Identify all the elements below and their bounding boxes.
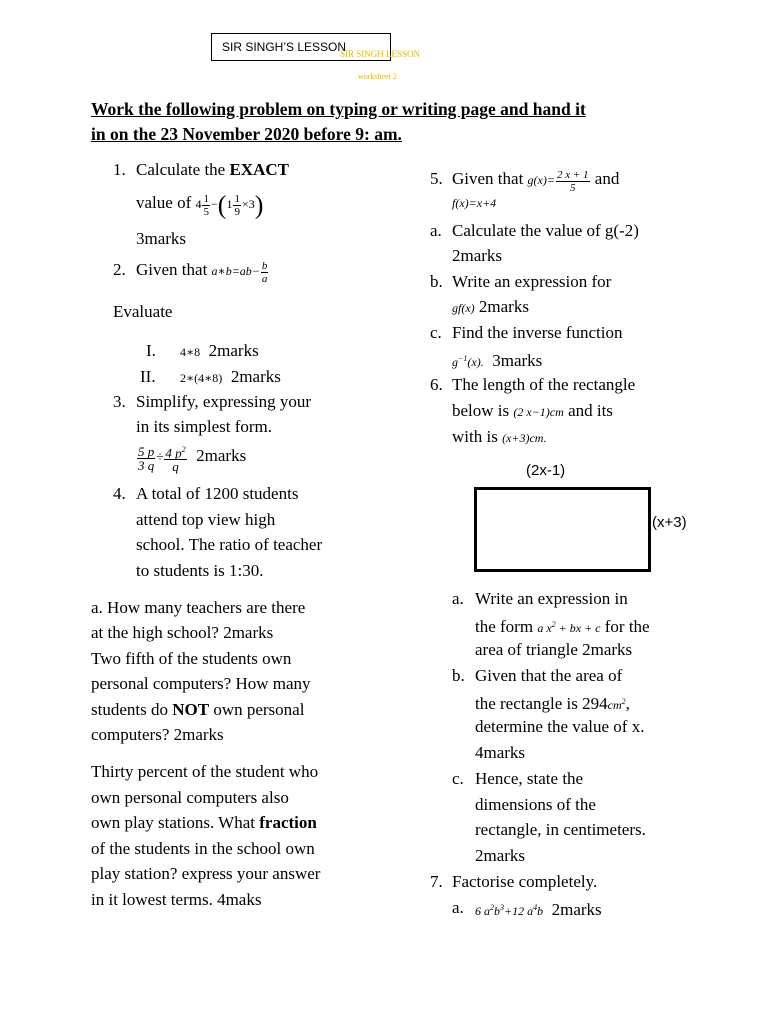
q5a-marks: 2marks [452, 246, 503, 265]
q5b-expr: gf(x) [452, 301, 475, 315]
q3-line-1: Simplify, expressing your [136, 392, 312, 411]
q4-line-4: to students is 1:30. [136, 561, 264, 580]
para-b-l3a: own play stations. What [91, 813, 260, 832]
q2-ii-line [180, 364, 281, 392]
para-a-line-3: Two fifth of the students own [91, 649, 292, 668]
instruction-line-1: Work the following problem on typing or writing page and hand it [91, 99, 586, 119]
q6b-unit: $cm^2$ [607, 697, 626, 712]
q7a-line [475, 895, 602, 925]
q3-marks: 2marks [196, 446, 247, 466]
para-b-line-3 [91, 810, 317, 836]
q1-line-1 [136, 157, 289, 183]
q5b-number: b. [430, 272, 443, 291]
q2-ii-number: II. [140, 367, 156, 386]
q6a-line-1: Write an expression in [475, 589, 628, 608]
q5-and: and [590, 169, 620, 188]
q6b-l2a: the rectangle is 294 [475, 694, 608, 713]
q6-line-3 [452, 424, 546, 452]
worksheet-label: worksheet 2 [358, 72, 397, 81]
q6b-line-4: 4marks [475, 743, 526, 762]
para-b-line-1: Thirty percent of the student who [91, 762, 319, 781]
q6c-line-2: dimensions of the [475, 795, 596, 814]
para-a-line-4: personal computers? How many [91, 674, 311, 693]
q6-l2b: and its [563, 401, 613, 420]
header-small-title: SIR SINGH LESSON [340, 49, 421, 59]
para-a-line-1: a. How many teachers are there [91, 598, 306, 617]
q5-text: Given that [452, 169, 528, 188]
q3-expression: $\frac{5 p}{3 q}$ ÷ $\frac{4 p^2}{q}$ [138, 443, 186, 475]
q5-number: 5. [430, 169, 443, 188]
q1-bold: EXACT [229, 160, 289, 179]
para-b-fraction: fraction [259, 813, 317, 832]
q3-number: 3. [113, 392, 126, 411]
para-b-line-5: play station? express your answer [91, 864, 321, 883]
q4-number: 4. [113, 484, 126, 503]
q7a-number: a. [452, 898, 464, 917]
instruction-line-2: in on the 23 November 2020 before 9: am. [91, 124, 402, 144]
q2-ii-expr: 2∗(4∗8) [180, 371, 223, 385]
q6b-number: b. [452, 666, 465, 685]
q6c-line-4: 2marks [475, 846, 526, 865]
q1-expression: 4 $\frac{1}{5}$ −(1 $\frac{1}{9}$ ×3) [195, 190, 264, 220]
q6c-number: c. [452, 769, 464, 788]
q2-line [136, 257, 269, 285]
q1-number: 1. [113, 160, 126, 179]
q5c-text: Find the inverse function [452, 323, 623, 342]
q2-evaluate: Evaluate [113, 302, 173, 321]
q4-line-2: attend top view high [136, 510, 276, 529]
q2-i-number: I. [146, 341, 156, 360]
q7a-marks: 2marks [551, 900, 602, 919]
q3-line-2: in its simplest form. [136, 417, 272, 436]
q6a-form: a $x^2$ + bx + c [537, 620, 601, 635]
q5a-text: Calculate the value of g(-2) [452, 221, 639, 240]
q5b-line-2 [452, 294, 529, 322]
q4-line-1: A total of 1200 students [136, 484, 299, 503]
q6b-line-1: Given that the area of [475, 666, 623, 685]
q6-length-expr: (2 x−1)cm [513, 405, 564, 419]
q6a-line-3: area of triangle 2marks [475, 640, 633, 659]
q6-line-1: The length of the rectangle [452, 375, 636, 394]
para-b-line-4: of the students in the school own [91, 839, 315, 858]
para-a-line-6: computers? 2marks [91, 725, 224, 744]
q4-line-3: school. The ratio of teacher [136, 535, 323, 554]
q6-number: 6. [430, 375, 443, 394]
q5b-marks: 2marks [474, 297, 529, 316]
q2-formula: a∗b=ab− $\frac{b}{a}$ [211, 259, 268, 285]
q2-i-line [180, 338, 259, 366]
q3-line-3 [136, 443, 246, 473]
q2-number: 2. [113, 260, 126, 279]
header-box-title: SIR SINGH’S LESSON [222, 40, 347, 54]
q6c-line-3: rectangle, in centimeters. [475, 820, 646, 839]
q6-line-2 [452, 398, 613, 426]
q5c-expr: $g^{-1}(x)$. [452, 354, 484, 369]
q6-width-expr: (x+3)cm. [502, 431, 547, 445]
q5c-number: c. [430, 323, 442, 342]
rect-label-top: (2x-1) [526, 462, 566, 479]
q6-l3a: with is [452, 427, 503, 446]
q6a-l2a: the form [475, 617, 538, 636]
para-a-not: NOT [172, 700, 210, 719]
q6b-line-3: determine the value of x. [475, 717, 645, 736]
q2-i-marks: 2marks [208, 341, 259, 360]
q5b-text: Write an expression for [452, 272, 612, 291]
q6c-line-1: Hence, state the [475, 769, 584, 788]
para-b-line-6: in it lowest terms. 4maks [91, 890, 262, 909]
q1-value-of: value of [136, 193, 196, 212]
q5-line-1 [452, 166, 619, 194]
q1-marks: 3marks [136, 229, 187, 248]
q6a-l2b: for the [600, 617, 650, 636]
q7-text: Factorise completely. [452, 872, 598, 891]
q6a-number: a. [452, 589, 464, 608]
q5-f-def: f(x)=x+4 [452, 196, 497, 210]
rectangle [474, 487, 651, 572]
q1-line-2 [136, 190, 263, 218]
para-a-line-5 [91, 697, 304, 723]
para-a-l5a: students do [91, 700, 173, 719]
q2-i-expr: 4∗8 [180, 345, 201, 359]
q2-ii-marks: 2marks [230, 367, 281, 386]
para-b-line-2: own personal computers also [91, 788, 289, 807]
q5c-marks: 3marks [492, 351, 543, 370]
q2-text: Given that [136, 260, 212, 279]
rect-label-right: (x+3) [652, 514, 687, 531]
q7a-expr: 6 $a^2b^3+12$ $a^4b$ [475, 903, 544, 918]
q1-text: Calculate the [136, 160, 230, 179]
q6-l2a: below is [452, 401, 514, 420]
q5a-number: a. [430, 221, 442, 240]
q6b-l2b: , [625, 694, 630, 713]
q7-number: 7. [430, 872, 443, 891]
para-a-line-2: at the high school? 2marks [91, 623, 274, 642]
q5-g-def: g(x)= $\frac{2 x + 1}{5}$ [527, 168, 589, 194]
para-a-l5c: own personal [209, 700, 305, 719]
